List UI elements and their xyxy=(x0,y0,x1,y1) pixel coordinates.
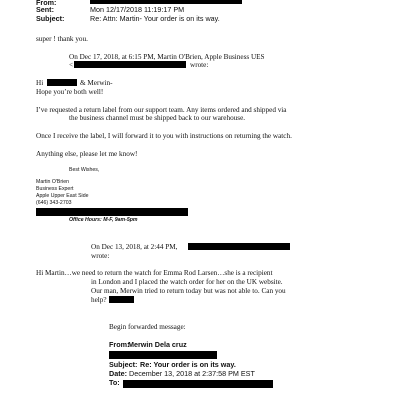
redaction-quote2-help-name xyxy=(109,296,134,303)
signature-regards: Best Wishes, xyxy=(69,167,100,173)
quote1-intro-prefix: < xyxy=(69,61,74,69)
forwarded-subject-label: Subject: xyxy=(109,360,138,369)
redaction-forwarded-from-email xyxy=(109,351,217,359)
redaction-header-from xyxy=(90,0,242,4)
redaction-quote2-sender xyxy=(188,243,290,250)
quote1-para1-line2: the business channel must be shipped back to our warehouse. xyxy=(69,114,246,122)
quote1-para1-line1: I’ve requested a return label from our support team. Any items ordered and shipped via xyxy=(36,106,287,114)
signature-phone: (646) 343-2703 xyxy=(36,200,72,206)
signature-store: Apple Upper East Side xyxy=(36,193,89,199)
quote2-body-line4: help? xyxy=(91,296,107,304)
redaction-quote1-email xyxy=(74,61,186,68)
quote1-intro-wrote: wrote: xyxy=(190,61,209,69)
quote2-body-line1: Hi Martin…we need to return the watch for Emma Rod Larsen…she is a recipient xyxy=(36,269,273,277)
quote2-intro-wrote: wrote: xyxy=(91,252,110,260)
forwarded-subject-value: Re: Your order is on its way. xyxy=(140,360,236,369)
header-from-label: From: xyxy=(36,0,57,7)
redaction-forwarded-to xyxy=(123,380,273,388)
forwarded-from-value: Merwin Dela cruz xyxy=(128,340,187,349)
forwarded-from-label: From: xyxy=(109,340,130,349)
quote2-body-line3: Our man, Merwin tried to return today but was not able to. Can you xyxy=(91,287,286,295)
forwarded-label: Begin forwarded message: xyxy=(109,323,186,331)
header-sent-value: Mon 12/17/2018 11:19:17 PM xyxy=(90,5,185,14)
quote1-greeting-line2: Hope you’re both well! xyxy=(36,88,104,96)
quote1-para2: Once I receive the label, I will forward it to you with instructions on returning the watch. xyxy=(36,132,292,140)
quote1-greeting-suffix: & Merwin- xyxy=(80,79,113,87)
forwarded-to-label: To: xyxy=(109,378,120,387)
reply-text: super ! thank you. xyxy=(36,35,88,43)
quote1-greeting-prefix: Hi xyxy=(36,79,44,87)
header-subject-label: Subject: xyxy=(36,14,65,23)
quote2-intro-prefix: On Dec 13, 2018, at 2:44 PM, xyxy=(91,243,178,251)
forwarded-date-label: Date: xyxy=(109,369,127,378)
quote1-para3: Anything else, please let me know! xyxy=(36,150,138,158)
redaction-signature-address xyxy=(36,208,188,216)
forwarded-date-value: December 13, 2018 at 2:37:58 PM EST xyxy=(129,369,255,378)
redaction-quote1-greeting-name xyxy=(47,79,77,86)
quote1-intro-line1: On Dec 17, 2018, at 6:15 PM, Martin O'Brien, Apple Business UES xyxy=(69,53,265,61)
signature-title: Business Expert xyxy=(36,186,74,192)
header-sent-label: Sent: xyxy=(36,5,54,14)
signature-name: Martin O'Brien xyxy=(36,179,69,185)
header-subject-value: Re: Attn: Martin- Your order is on its way. xyxy=(90,14,220,23)
quote2-body-line2: in London and I placed the watch order for her on the UK website. xyxy=(91,278,283,286)
signature-office-hours: Office Hours: M-F, 9am-5pm xyxy=(69,217,138,223)
